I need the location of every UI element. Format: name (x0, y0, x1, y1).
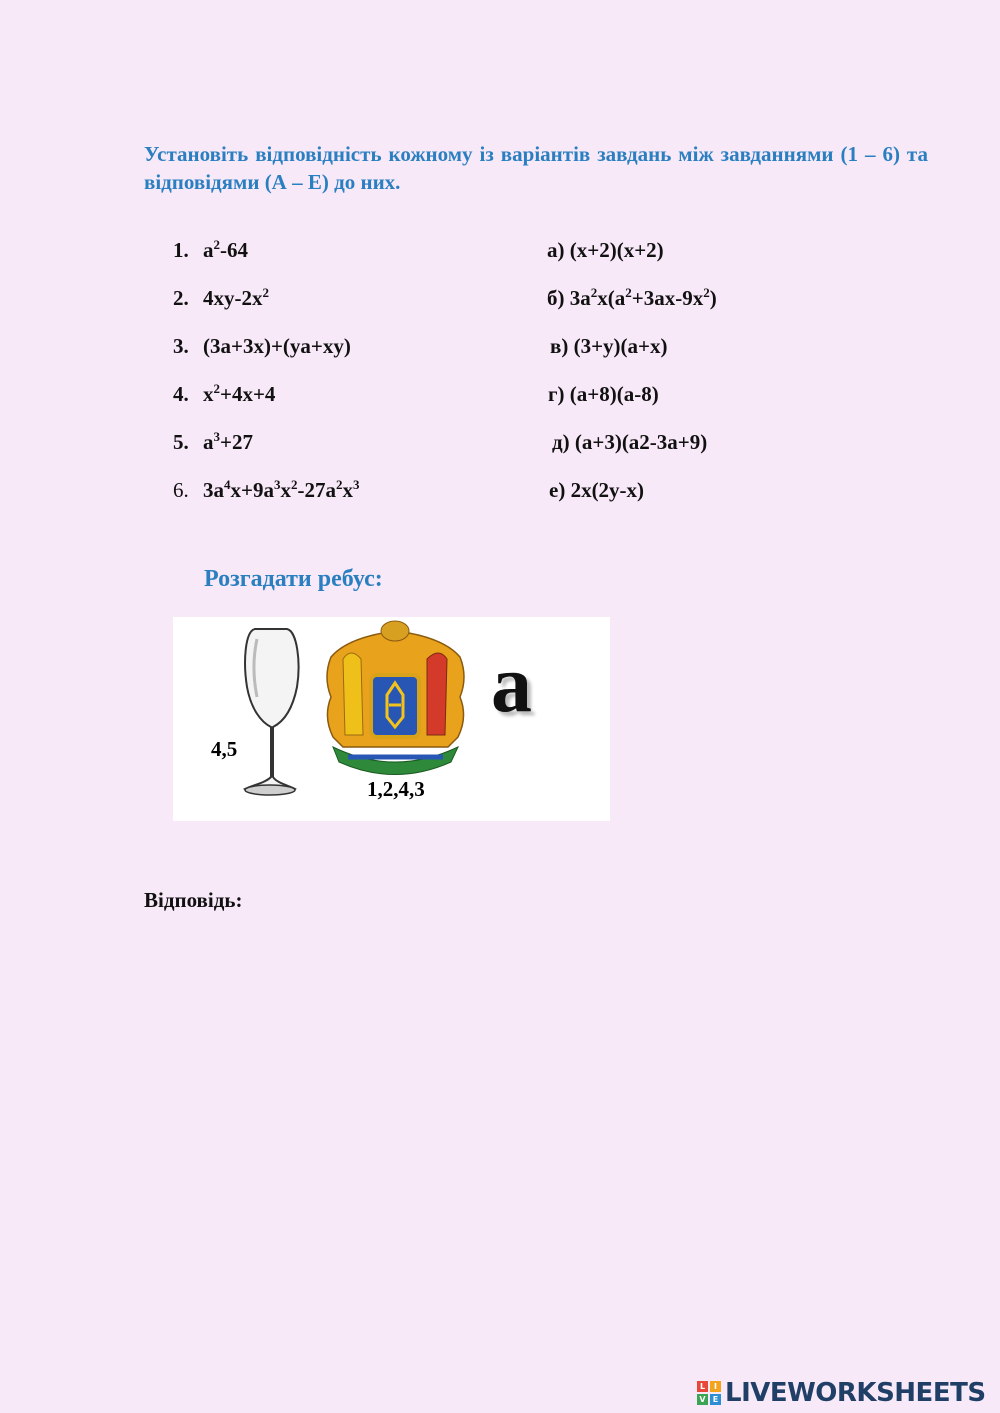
rebus-clue-emblem: 1,2,4,3 (367, 777, 425, 801)
ukraine-coat-of-arms-icon (327, 621, 464, 775)
instruction-text: Установіть відповідність кожному із варіантів завдань між завданнями (1 – 6) та відповідями (А – Е) до них. (144, 142, 928, 194)
answer-b: б) $3a^2x(a^2+3ax-9x^2)$ (547, 285, 717, 310)
answer-d: д) (a+3)(a2-3a+9) (552, 430, 708, 454)
answer-g: г) (a+8)(a-8) (548, 382, 659, 406)
rebus-clue-glass: 4,5 (211, 737, 238, 761)
answer-a: а) (x+2)(x+2) (547, 238, 664, 262)
answer-e: е) 2x(2y-x) (549, 478, 645, 502)
task-2: 2. $4xy-2x^2$ (173, 285, 269, 310)
task-5: 5. $a^3+27$ (173, 429, 253, 454)
task-1: 1. $a^2-64$ (173, 237, 248, 262)
task-3: 3. (3a+3x)+(ya+xy) (173, 334, 351, 358)
rebus-letter: а (491, 638, 532, 729)
answer-v: в) (3+y)(a+x) (550, 334, 668, 358)
rebus-image (173, 617, 610, 821)
logo-mark-icon: L I V E (697, 1381, 721, 1405)
rebus-title: Розгадати ребус: (204, 566, 383, 592)
task-6: 6. $3a^4x+9a^3x^2-27a^2x^3$ (173, 477, 360, 502)
liveworksheets-logo (697, 1377, 986, 1409)
wine-glass-icon (245, 629, 299, 795)
task-4: 4. $x^2+4x+4$ (173, 381, 276, 406)
logo-text: LIVEWORKSHEETS (725, 1378, 986, 1408)
answer-label: Відповідь: (144, 888, 243, 912)
